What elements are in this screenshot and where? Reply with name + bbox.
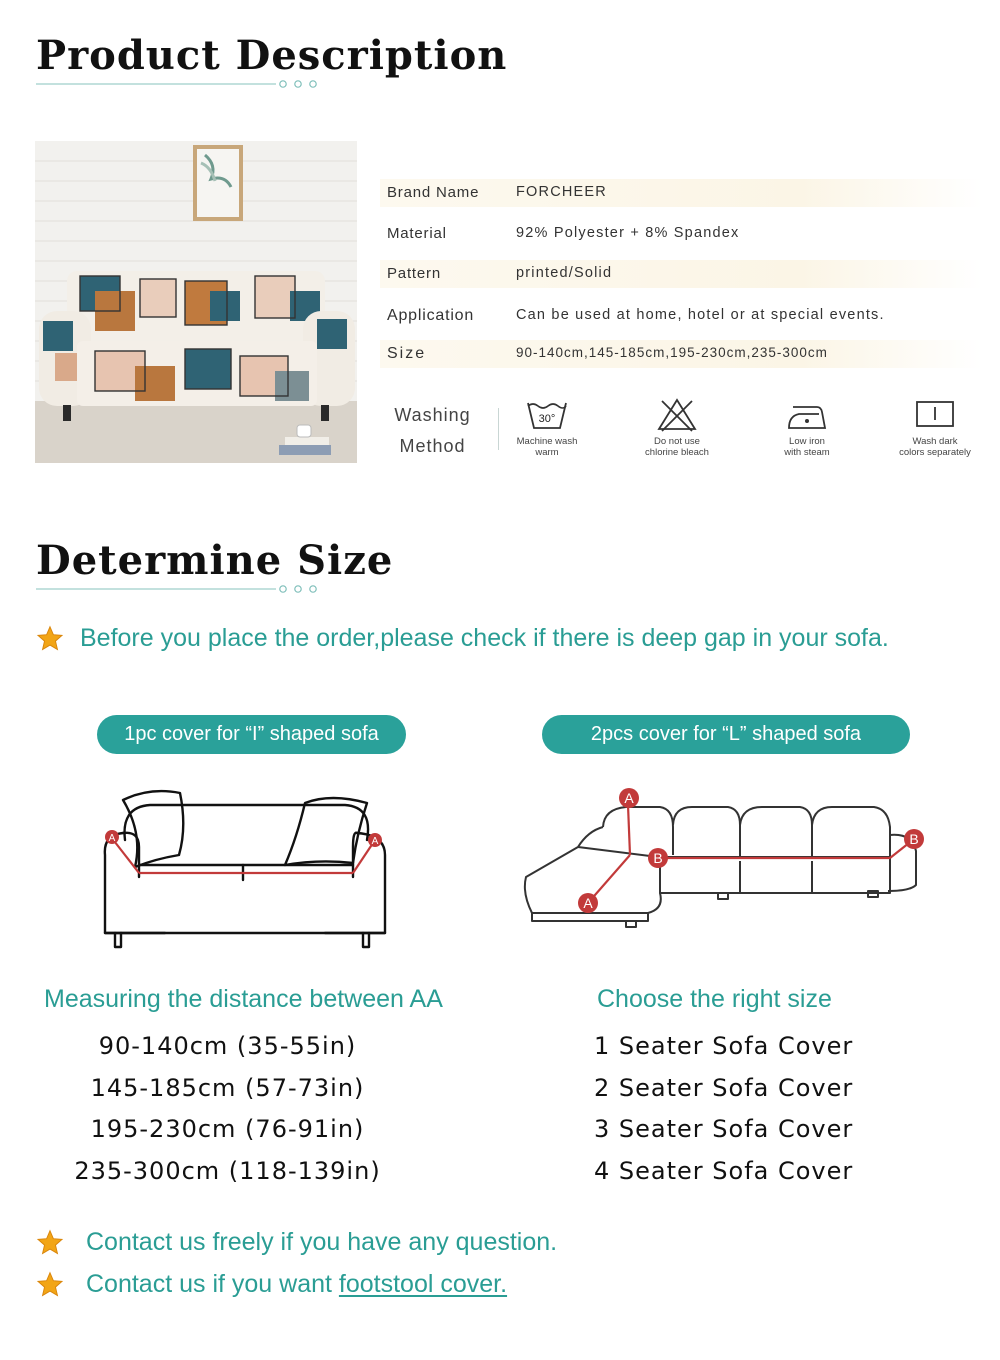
care-wash-dark <box>880 398 990 458</box>
spec-label: Size <box>387 345 427 362</box>
size-range-item: 90-140cm (35-55in) <box>98 1032 357 1060</box>
care-text-line1: Wash dark <box>912 436 958 447</box>
sofa-photo-illustration <box>35 141 357 463</box>
star-icon <box>36 1271 64 1299</box>
title-underline-ornament <box>36 583 326 595</box>
determine-size-heading: Determine Size <box>36 537 394 584</box>
care-text-line2: chlorine bleach <box>645 447 709 458</box>
washing-method-label <box>380 400 485 462</box>
care-text-line1: Low iron <box>789 436 825 447</box>
gap-check-text: Before you place the order,please check if there is deep gap in your sofa. <box>80 624 889 652</box>
cover-size-item: 2 Seater Sofa Cover <box>594 1073 854 1102</box>
care-low-iron <box>757 398 857 458</box>
contact-footstool-note <box>36 1270 507 1299</box>
contact-question-note <box>36 1228 557 1257</box>
wash-temperature: 30° <box>538 413 556 425</box>
marker-a-left: A <box>108 833 116 844</box>
marker-a-right: A <box>371 836 379 847</box>
wash-dark-icon <box>913 398 957 432</box>
care-text-line2: colors separately <box>899 447 971 458</box>
contact-footstool-text: Contact us if you want <box>86 1270 339 1298</box>
product-description-heading: Product Description <box>36 32 508 79</box>
spec-row-material <box>380 220 982 248</box>
star-icon <box>36 625 64 653</box>
spec-row-pattern <box>380 260 982 288</box>
no-bleach-icon <box>655 398 699 432</box>
spec-value: 90-140cm,145-185cm,195-230cm,235-300cm <box>516 345 828 360</box>
spec-row-application <box>380 302 982 330</box>
measure-distance-heading: Measuring the distance between AA <box>44 985 443 1013</box>
care-text-line2: with steam <box>784 447 830 458</box>
care-no-bleach <box>627 398 727 458</box>
cover-size-item: 4 Seater Sofa Cover <box>594 1156 854 1185</box>
i-shaped-sofa-diagram <box>95 785 395 955</box>
l-shaped-pill: 2pcs cover for “L” shaped sofa <box>542 715 910 754</box>
marker-a-top: A <box>624 790 634 806</box>
spec-value: printed/Solid <box>516 265 613 281</box>
spec-label: Material <box>387 225 447 242</box>
choose-size-heading: Choose the right size <box>597 985 832 1013</box>
care-text-line2: warm <box>535 447 559 458</box>
spec-value: FORCHEER <box>516 184 607 200</box>
spec-value: 92% Polyester + 8% Spandex <box>516 225 740 241</box>
spec-row-brand <box>380 179 982 207</box>
spec-label: Application <box>387 307 475 324</box>
product-photo <box>35 141 357 463</box>
marker-b-left: B <box>653 850 663 866</box>
care-machine-wash <box>497 398 597 458</box>
care-text-line1: Do not use <box>654 436 700 447</box>
spec-value: Can be used at home, hotel or at special events. <box>516 307 885 323</box>
size-range-item: 145-185cm (57-73in) <box>90 1073 365 1102</box>
cover-size-item: 3 Seater Sofa Cover <box>594 1115 854 1143</box>
i-shaped-pill: 1pc cover for “I” shaped sofa <box>97 715 406 754</box>
spec-label: Brand Name <box>387 184 480 201</box>
care-text-line1: Machine wash <box>516 436 578 447</box>
marker-b-right: B <box>909 831 919 847</box>
size-range-list <box>40 1026 415 1192</box>
low-iron-icon <box>785 398 829 432</box>
contact-question-text: Contact us freely if you have any question. <box>86 1228 558 1256</box>
title-underline-ornament <box>36 78 326 90</box>
spec-row-size <box>380 340 982 368</box>
star-icon <box>36 1229 64 1257</box>
marker-a-bottom: A <box>583 895 593 911</box>
footstool-cover-link[interactable]: footstool cover. <box>338 1270 508 1298</box>
cover-size-list <box>594 1026 914 1192</box>
size-range-item: 195-230cm (76-91in) <box>90 1115 365 1143</box>
washing-label-line1: Washing <box>394 405 471 425</box>
washing-label-line2: Method <box>399 436 466 456</box>
size-range-item: 235-300cm (118-139in) <box>74 1156 381 1185</box>
spec-label: Pattern <box>387 265 441 282</box>
l-shaped-sofa-diagram <box>518 785 930 940</box>
gap-check-note <box>36 624 889 653</box>
cover-size-item: 1 Seater Sofa Cover <box>594 1032 854 1060</box>
machine-wash-icon <box>525 398 569 432</box>
